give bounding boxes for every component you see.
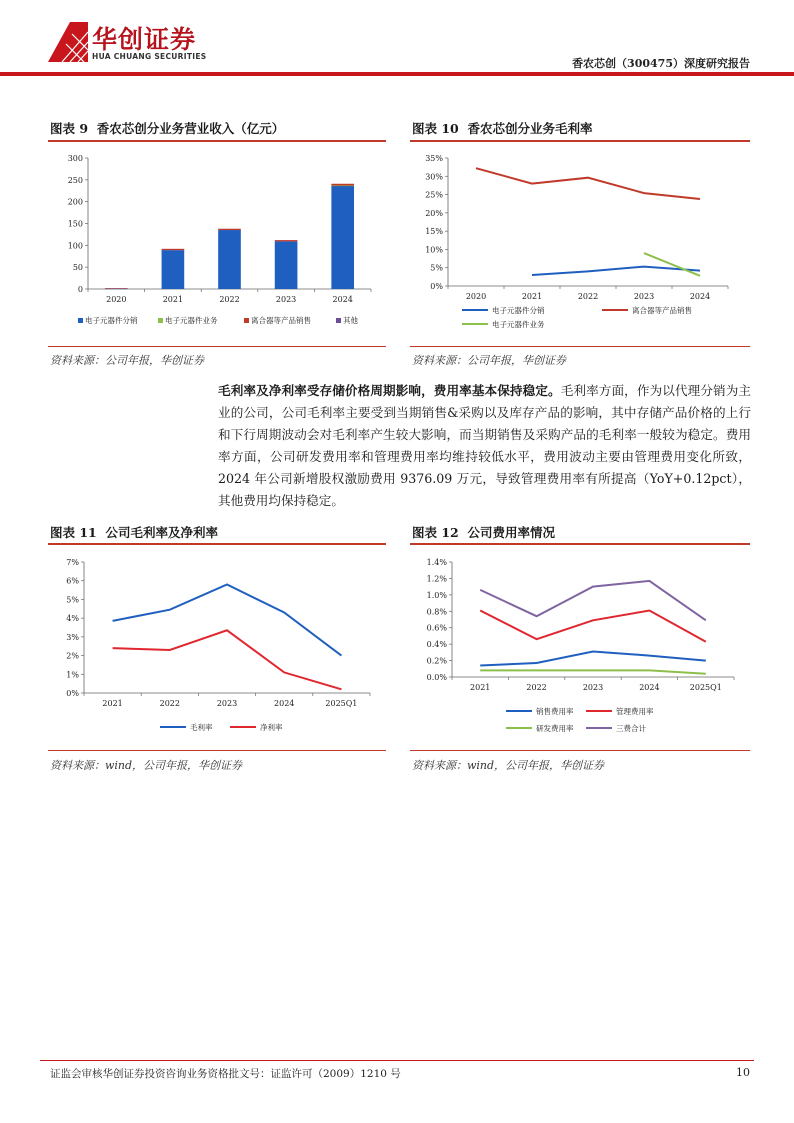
fig12-legend-label: 研发费用率 — [536, 724, 574, 733]
fig12-xtick-label: 2025Q1 — [689, 683, 722, 692]
fig9-bar — [218, 230, 241, 289]
fig9-bar — [275, 240, 298, 241]
fig12-series-line — [480, 611, 706, 642]
fig11-ytick-label: 0% — [66, 689, 79, 698]
fig10-ytick-label: 0% — [430, 282, 443, 291]
fig11-xtick-label: 2023 — [216, 699, 238, 708]
fig9-source: 资料来源：公司年报，华创证券 — [50, 354, 204, 367]
fig9-bottom-rule — [48, 346, 386, 347]
fig9-ytick-label: 150 — [67, 219, 83, 229]
fig9-legend-label: 离合器等产品销售 — [251, 316, 311, 325]
fig12-ytick-label: 0.8% — [426, 607, 447, 617]
brand-name-en: HUA CHUANG SECURITIES — [92, 52, 207, 61]
fig12-chart — [410, 550, 750, 746]
brand-name-cn: 华创证券 — [92, 25, 197, 54]
fig10-series-line — [532, 267, 700, 275]
fig9-bar — [105, 288, 128, 289]
fig12-source: 资料来源：wind，公司年报，华创证券 — [412, 759, 605, 772]
fig10-xtick-label: 2022 — [577, 292, 599, 301]
fig10-legend-label: 电子元器件分销 — [492, 306, 545, 315]
fig11-ytick-label: 1% — [66, 670, 79, 680]
fig11-series-line — [113, 585, 342, 656]
footer-license-text: 证监会审核华创证券投资咨询业务资格批文号：证监许可（2009）1210 号 — [50, 1068, 401, 1080]
fig12-series-line — [480, 652, 706, 666]
fig10-chart — [410, 146, 750, 342]
fig9-legend-swatch — [78, 318, 83, 323]
fig9-legend-swatch — [158, 318, 163, 323]
fig9-bar — [218, 229, 241, 230]
fig12-ytick-label: 1.2% — [426, 574, 447, 584]
fig12-xtick-label: 2022 — [526, 683, 547, 692]
footer-divider — [40, 1060, 754, 1061]
fig9-legend-swatch — [336, 318, 341, 323]
fig10-legend-label: 离合器等产品销售 — [632, 306, 692, 315]
fig10-ytick-label: 30% — [425, 172, 443, 182]
fig9-legend-label: 电子元器件业务 — [165, 316, 218, 325]
fig11-ytick-label: 4% — [66, 614, 79, 624]
fig12-title — [412, 523, 555, 541]
fig11-xtick-label: 2024 — [274, 699, 295, 708]
fig10-title-text: 香农芯创分业务毛利率 — [467, 121, 593, 136]
analysis-paragraph — [218, 380, 751, 512]
fig12-ytick-label: 0.6% — [426, 623, 447, 633]
fig10-ytick-label: 10% — [425, 245, 443, 255]
fig9-label: 图表 9 — [50, 121, 89, 136]
fig10-legend-label: 电子元器件业务 — [492, 320, 545, 329]
fig9-bar — [331, 186, 354, 289]
fig11-title-text: 公司毛利率及净利率 — [105, 525, 218, 540]
fig11-xtick-label: 2025Q1 — [325, 699, 358, 708]
fig10-bottom-rule — [410, 346, 750, 347]
fig11-ytick-label: 3% — [66, 632, 79, 642]
fig12-xtick-label: 2023 — [582, 683, 604, 692]
fig9-chart — [48, 146, 386, 342]
logo-mark-icon — [48, 22, 88, 62]
fig12-xtick-label: 2021 — [470, 683, 491, 692]
fig9-xtick-label: 2024 — [332, 295, 353, 304]
paragraph-body: 毛利率方面，作为以代理分销为主业的公司，公司毛利率主要受到当期销售&采购以及库存产品的影响，其中存储产品价格的上行和下行周期波动会对毛利率产生较大影响，而当期销售及采购产品的毛利率一般较为稳定。费用率方面，公司研发费用率和管理费用率均维持较低水平，费用波动主要由管理费用变化所致，2024 年公司新增股权激励费用 9376.09 万元，导致管理费用率有所提高（YoY+0.12pct），其他费用均保持稳定。 — [218, 383, 752, 508]
page-number: 10 — [736, 1066, 750, 1079]
fig11-series-line — [113, 630, 342, 689]
fig12-legend-label: 三费合计 — [616, 724, 646, 733]
fig9-ytick-label: 250 — [67, 175, 83, 185]
fig10-ytick-label: 5% — [430, 263, 443, 273]
fig10-ytick-label: 25% — [425, 190, 443, 200]
fig12-ytick-label: 1.0% — [426, 590, 447, 600]
fig9-legend-label: 其他 — [343, 316, 358, 325]
fig11-bottom-rule — [48, 750, 386, 751]
fig9-title — [50, 119, 284, 137]
fig9-title-text: 香农芯创分业务营业收入（亿元） — [96, 121, 285, 136]
fig11-xtick-label: 2022 — [159, 699, 180, 708]
fig10-top-rule — [410, 140, 750, 142]
fig9-ytick-label: 300 — [67, 154, 83, 163]
header-divider — [0, 72, 794, 76]
fig9-ytick-label: 100 — [67, 241, 83, 251]
fig9-xtick-label: 2020 — [106, 295, 127, 304]
fig11-ytick-label: 7% — [66, 558, 79, 567]
fig11-ytick-label: 5% — [66, 595, 79, 605]
fig12-xtick-label: 2024 — [639, 683, 660, 692]
fig9-bar — [162, 249, 185, 250]
fig10-ytick-label: 35% — [425, 154, 443, 163]
fig10-title — [412, 119, 592, 137]
fig12-ytick-label: 0.0% — [426, 673, 447, 682]
fig9-bar — [331, 186, 354, 187]
fig10-source: 资料来源：公司年报，华创证券 — [412, 354, 566, 367]
fig11-title — [50, 523, 218, 541]
fig12-series-line — [480, 581, 706, 620]
fig9-bar — [331, 184, 354, 186]
fig10-ytick-label: 15% — [425, 227, 443, 237]
fig12-top-rule — [410, 543, 750, 545]
fig10-label: 图表 10 — [412, 121, 459, 136]
fig12-label: 图表 12 — [412, 525, 459, 540]
fig9-ytick-label: 50 — [72, 263, 83, 273]
fig11-top-rule — [48, 543, 386, 545]
fig11-ytick-label: 2% — [66, 651, 79, 661]
fig9-ytick-label: 200 — [67, 197, 83, 207]
fig10-xtick-label: 2021 — [521, 292, 543, 301]
fig9-legend-swatch — [244, 318, 249, 323]
paragraph-lead: 毛利率及净利率受存储价格周期影响，费用率基本保持稳定。 — [218, 383, 561, 398]
fig10-xtick-label: 2024 — [689, 292, 711, 301]
fig11-legend-label: 毛利率 — [190, 723, 213, 732]
fig9-legend-label: 电子元器件分销 — [85, 316, 138, 325]
fig12-legend-label: 销售费用率 — [536, 707, 574, 716]
fig10-series-line — [644, 253, 700, 276]
fig12-bottom-rule — [410, 750, 750, 751]
fig9-ytick-label: 0 — [77, 285, 83, 294]
fig9-xtick-label: 2022 — [219, 295, 240, 304]
fig9-xtick-label: 2023 — [275, 295, 297, 304]
fig12-ytick-label: 0.4% — [426, 640, 447, 650]
fig12-series-line — [480, 670, 706, 673]
fig11-chart — [48, 550, 386, 746]
fig11-ytick-label: 6% — [66, 576, 79, 586]
fig10-xtick-label: 2020 — [465, 292, 487, 301]
report-title: 香农芯创（300475）深度研究报告 — [572, 57, 750, 70]
fig9-top-rule — [48, 140, 386, 142]
fig10-series-line — [476, 168, 700, 199]
fig12-ytick-label: 1.4% — [426, 558, 447, 567]
fig10-ytick-label: 20% — [425, 208, 443, 218]
fig9-bar — [162, 250, 185, 289]
fig11-label: 图表 11 — [50, 525, 97, 540]
fig11-xtick-label: 2021 — [102, 699, 123, 708]
fig12-ytick-label: 0.2% — [426, 656, 447, 666]
fig9-bar — [275, 241, 298, 289]
fig11-legend-label: 净利率 — [260, 723, 283, 732]
fig11-source: 资料来源：wind，公司年报，华创证券 — [50, 759, 243, 772]
fig12-legend-label: 管理费用率 — [616, 707, 654, 716]
fig9-xtick-label: 2021 — [162, 295, 184, 304]
company-logo — [48, 22, 248, 68]
fig10-xtick-label: 2023 — [633, 292, 655, 301]
fig12-title-text: 公司费用率情况 — [467, 525, 555, 540]
